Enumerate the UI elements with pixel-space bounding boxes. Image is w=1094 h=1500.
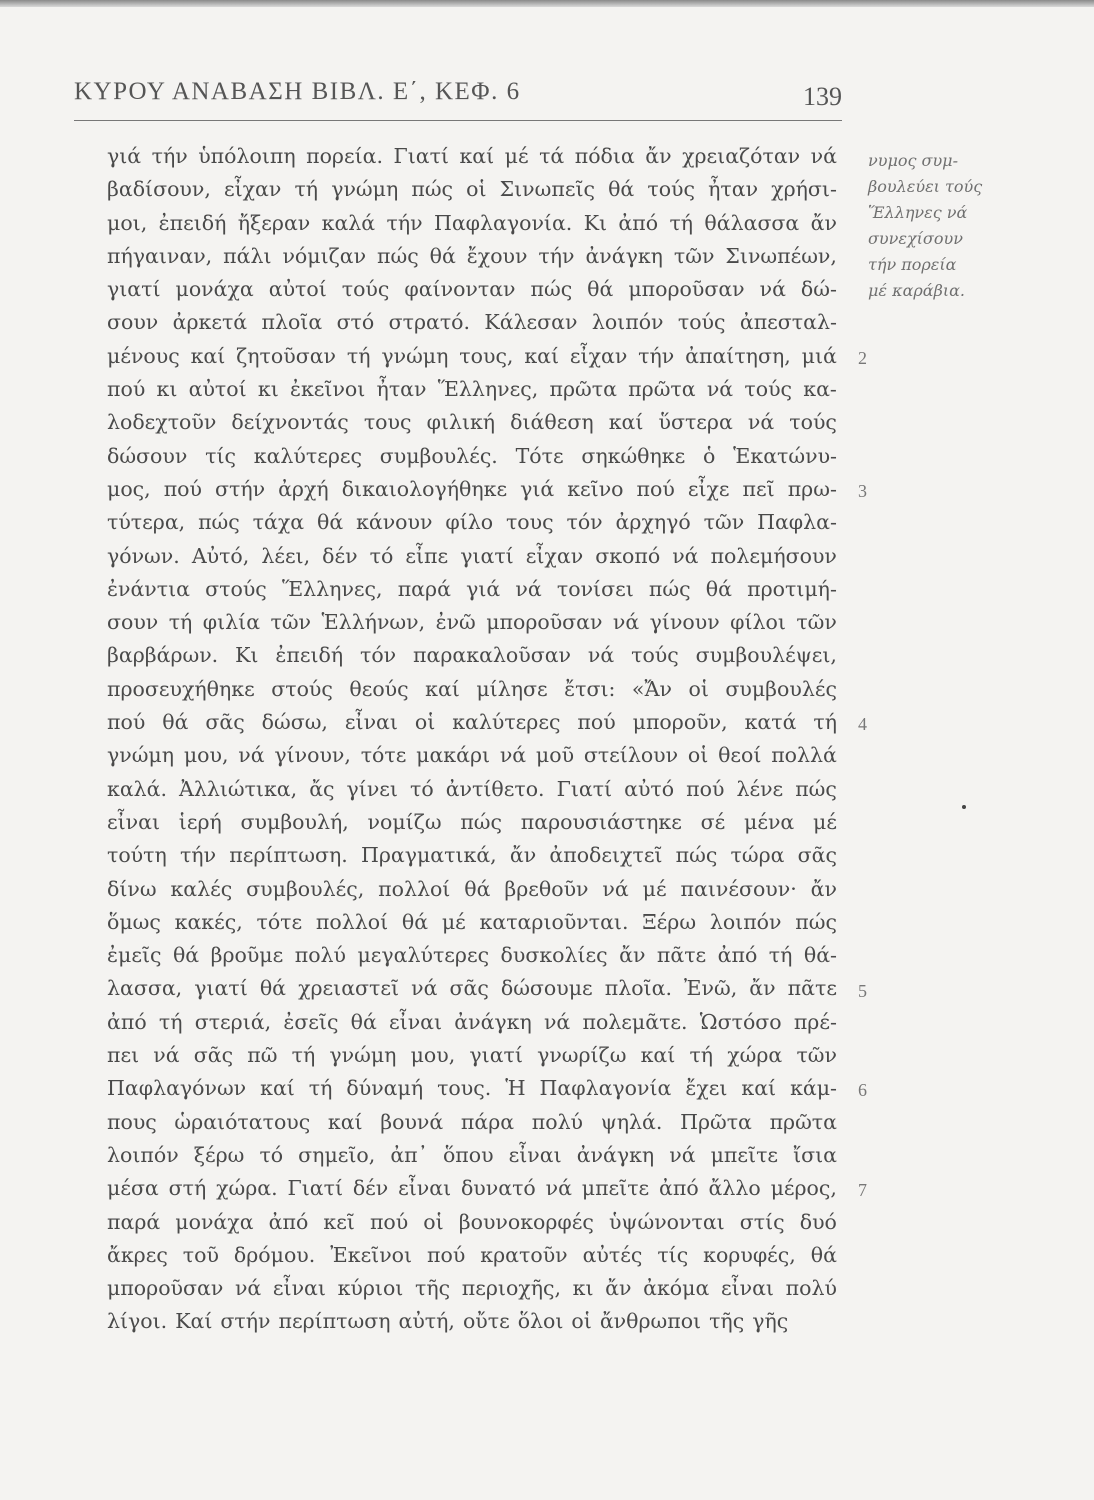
text-line: δίνω καλές συμβουλές, πολλοί θά βρεθοῦν νά μέ παινέσουν· ἄν — [107, 876, 837, 901]
text-line: ἐνάντια στούς Ἕλληνες, παρά γιά νά τονίσει πώς θά προτιμή- — [107, 576, 837, 601]
margin-note-line: βουλεύει τούς — [868, 177, 983, 196]
section-number: 4 — [858, 714, 867, 735]
running-title: ΚΥΡΟΥ ΑΝΑΒΑΣΗ ΒΙΒΛ. Ε΄, ΚΕΦ. 6 — [74, 78, 521, 105]
text-line: μποροῦσαν νά εἶναι κύριοι τῆς περιοχῆς, κι ἄν ἀκόμα εἶναι πολύ — [107, 1276, 837, 1301]
margin-note-line: Ἕλληνες νά — [868, 203, 968, 222]
text-line: γνώμη μου, νά γίνουν, τότε μακάρι νά μοῦ στείλουν οἱ θεοί πολλά — [107, 743, 837, 768]
text-line: πήγαιναν, πάλι νόμιζαν πώς θά ἔχουν τήν ἀνάγκη τῶν Σινωπέων, — [107, 243, 837, 268]
text-line: πους ὡραιότατους καί βουνά πάρα πολύ ψηλά. Πρῶτα πρῶτα — [107, 1109, 837, 1134]
text-line: ὅμως κακές, τότε πολλοί θά μέ καταριοῦνται. Ξέρω λοιπόν πώς — [107, 909, 837, 934]
text-line: ἀπό τή στεριά, ἐσεῖς θά εἶναι ἀνάγκη νά πολεμᾶτε. Ὡστόσο πρέ- — [107, 1009, 837, 1034]
text-line: πει νά σᾶς πῶ τή γνώμη μου, γιατί γνωρίζω καί τή χώρα τῶν — [107, 1043, 837, 1068]
text-line: λασσα, γιατί θά χρειαστεῖ νά σᾶς δώσουμε πλοῖα. Ἐνῶ, ἄν πᾶτε — [107, 976, 837, 1001]
text-line: λοδεχτοῦν δείχνοντάς τους φιλική διάθεση καί ὕστερα νά τούς — [107, 410, 837, 435]
page-number: 139 — [803, 82, 842, 111]
text-line: πού θά σᾶς δώσω, εἶναι οἱ καλύτερες πού μποροῦν, κατά τή — [107, 710, 837, 735]
margin-note-line: μέ καράβια. — [868, 281, 965, 300]
text-line: βαρβάρων. Κι ἐπειδή τόν παρακαλοῦσαν νά τούς συμβουλέψει, — [107, 643, 837, 668]
text-line: γιατί μονάχα αὐτοί τούς φαίνονταν πώς θά μποροῦσαν νά δώ- — [107, 277, 837, 302]
text-line: μοι, ἐπειδή ἤξεραν καλά τήν Παφλαγονία. Κι ἀπό τή θάλασσα ἄν — [107, 210, 837, 235]
section-number: 3 — [858, 481, 867, 501]
section-number: 6 — [858, 1080, 867, 1101]
section-number: 2 — [858, 347, 867, 368]
text-line: καλά. Ἀλλιώτικα, ἄς γίνει τό ἀντίθετο. Γιατί αὐτό πού λένε πώς — [107, 776, 837, 801]
text-line: σουν ἀρκετά πλοῖα στό στρατό. Κάλεσαν λοιπόν τούς ἀπεσταλ- — [107, 310, 837, 335]
text-line: δώσουν τίς καλύτερες συμβουλές. Τότε σηκώθηκε ὁ Ἑκατώνυ- — [107, 443, 837, 468]
running-header — [74, 72, 842, 116]
paper-speck — [962, 805, 966, 809]
section-number: 7 — [858, 1180, 867, 1201]
page-top-edge — [0, 0, 1094, 7]
text-line: παρά μονάχα ἀπό κεῖ πού οἱ βουνοκορφές ὑψώνονται στίς δυό — [107, 1209, 837, 1234]
text-line: ἄκρες τοῦ δρόμου. Ἐκεῖνοι πού κρατοῦν αὐτές τίς κορυφές, θά — [107, 1242, 837, 1267]
margin-note-line: νυμος συμ- — [868, 151, 958, 170]
text-line: πού κι αὐτοί κι ἐκεῖνοι ἦταν Ἕλληνες, πρῶτα πρῶτα νά τούς κα- — [107, 377, 837, 402]
section-number: 5 — [858, 980, 867, 1001]
text-line: εἶναι ἱερή συμβουλή, νομίζω πώς παρουσιάστηκε σέ μένα μέ — [107, 809, 837, 834]
text-line: σουν τή φιλία τῶν Ἑλλήνων, ἐνῶ μποροῦσαν νά γίνουν φίλοι τῶν — [107, 610, 837, 635]
text-line: τούτη τήν περίπτωση. Πραγματικά, ἄν ἀποδειχτεῖ πώς τώρα σᾶς — [107, 843, 837, 868]
margin-note-line: τήν πορεία — [868, 255, 957, 274]
text-line: λοιπόν ξέρω τό σημεῖο, ἀπ᾽ ὅπου εἶναι ἀνάγκη νά μπεῖτε ἴσια — [107, 1142, 837, 1167]
text-line: ἐμεῖς θά βροῦμε πολύ μεγαλύτερες δυσκολίες ἄν πᾶτε ἀπό τή θά- — [107, 943, 837, 968]
margin-note — [868, 148, 1068, 304]
text-line: Παφλαγόνων καί τή δύναμή τους. Ἡ Παφλαγονία ἔχει καί κάμ- — [107, 1076, 837, 1101]
text-line: λίγοι. Καί στήν περίπτωση αὐτή, οὔτε ὅλοι οἱ ἄνθρωποι τῆς γῆς — [107, 1309, 789, 1334]
text-line: προσευχήθηκε στούς θεούς καί μίλησε ἔτσι: «Ἄν οἱ συμβουλές — [107, 676, 837, 701]
text-line: τύτερα, πώς τάχα θά κάνουν φίλο τους τόν ἀρχηγό τῶν Παφλα- — [107, 510, 837, 535]
margin-note-line: συνεχίσουν — [868, 229, 963, 248]
text-line: μένους καί ζητοῦσαν τή γνώμη τους, καί εἶχαν τήν ἀπαίτηση, μιά — [107, 343, 837, 368]
text-line: μέσα στή χώρα. Γιατί δέν εἶναι δυνατό νά μπεῖτε ἀπό ἄλλο μέρος, — [107, 1176, 837, 1201]
text-line: γόνων. Αὐτό, λέει, δέν τό εἶπε γιατί εἶχαν σκοπό νά πολεμήσουν — [107, 543, 837, 568]
text-line: γιά τήν ὑπόλοιπη πορεία. Γιατί καί μέ τά πόδια ἄν χρειαζόταν νά — [107, 144, 837, 168]
text-line: βαδίσουν, εἶχαν τή γνώμη πώς οἱ Σινωπεῖς θά τούς ἦταν χρήσι- — [107, 177, 837, 202]
header-rule — [74, 120, 842, 121]
text-line: μος, πού στήν ἀρχή δικαιολογήθηκε γιά κεῖνο πού εἶχε πεῖ πρω- — [107, 476, 837, 501]
body-text — [107, 140, 837, 1339]
